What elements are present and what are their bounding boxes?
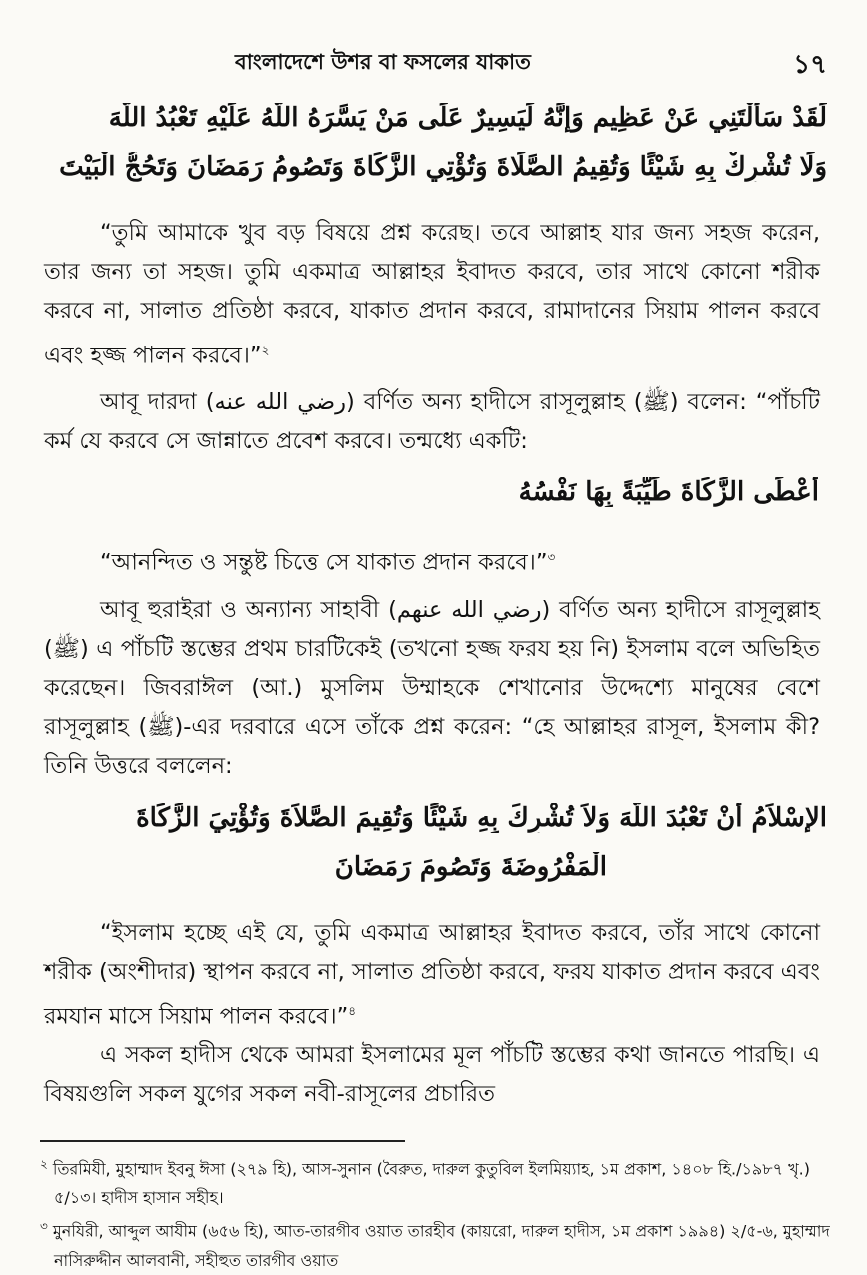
paragraph-conclusion: এ সকল হাদীস থেকে আমরা ইসলামের মূল পাঁচটি স্তম্ভের কথা জানতে পারছি। এ বিষয়গুলি সকল যুগের সকল নবী-রাসূলের প্রচারিত — [44, 1042, 820, 1107]
paragraph-translation-3 — [44, 914, 820, 1037]
arabic-hadith-islam-line-1: الإِسْلاَمُ أَنْ تَعْبُدَ اللَّهَ وَلاَ تُشْرِكَ بِهِ شَيْئًا وَتُقِيمَ الصَّلاَةَ وَتُؤْتِيَ الزَّكَاةَ — [136, 803, 827, 833]
paragraph-text: “আনন্দিত ও সন্তুষ্ট চিত্তে সে যাকাত প্রদান করবে।” — [100, 549, 548, 576]
arabic-hadith-islam-line-2: الْمَفْرُوضَةَ وَتَصُومَ رَمَضَانَ — [334, 852, 607, 882]
paragraph-abu-hurayra: আবূ হুরাইরা ও অন্যান্য সাহাবী (رضي الله عنهم) বর্ণিত অন্য হাদীসে রাসূলুল্লাহ (ﷺ) এ পাঁচটি স্তম্ভের প্রথম চারটিকেই (তখনো হজ্জ ফরয হয় নি) ইসলাম বলে অভিহিত করেছেন। জিবরাঈল (আ.) মুসলিম উম্মাহকে শেখানোর উদ্দেশ্যে মানুষের বেশে রাসূলুল্লাহ (ﷺ)-এর দরবারে এসে তাঁকে প্রশ্ন করেন: “হে আল্লাহর রাসূল, ইসলাম কী? তিনি উত্তরে বললেন: — [44, 597, 821, 779]
footnotes — [40, 1150, 830, 1275]
arabic-hadith-line-1: لَقَدْ سَأَلْتَنِي عَنْ عَظِيمٍ وَإِنَّهُ لَيَسِيرٌ عَلَى مَنْ يَسَّرَهُ اللَّهُ عَلَيْهِ تَعْبُدُ اللَّهَ — [108, 103, 827, 133]
running-title: বাংলাদেশে উশর বা ফসলের যাকাত — [235, 50, 531, 74]
paragraph-translation-2 — [44, 538, 820, 583]
footnote-mark: ৩ — [40, 1219, 48, 1234]
page-number: ১৭ — [793, 50, 827, 80]
footnote-divider — [40, 1140, 405, 1142]
footnote-text: মুনযিরী, আব্দুল আযীম (৬৫৬ হি), আত-তারগীব ওয়াত তারহীব (কায়রো, দারুল হাদীস, ১ম প্রকাশ ১৯৯৪) ২/৫-৬, মুহাম্মাদ নাসিরুদ্দীন আলবানী, সহীহুত তারগীব ওয়াত — [52, 1221, 830, 1270]
paragraph-translation-1 — [44, 214, 820, 376]
footnote-text: তিরমিযী, মুহাম্মাদ ইবনু ঈসা (২৭৯ হি), আস-সুনান (বৈরুত, দারুল কুতুবিল ইলমিয়্যাহ, ১ম প্রকাশ, ১৪০৮ হি./১৯৮৭ খৃ.) ৫/১৩। হাদীস হাসান সহীহ। — [52, 1159, 810, 1208]
arabic-hadith-line-2: وَلَا تُشْرِكْ بِهِ شَيْئًا وَتُقِيمُ الصَّلَاةَ وَتُؤْتِي الزَّكَاةَ وَتَصُومُ رَمَضَانَ وَتَحُجُّ الْبَيْتَ — [59, 152, 827, 182]
footnote-ref: ২ — [261, 343, 270, 357]
footnote-ref: ৩ — [547, 550, 556, 564]
footnote-ref: ৪ — [348, 1004, 357, 1018]
arabic-hadith-zakat: أَعْطَى الزَّكَاةَ طَيِّبَةً بِهَا نَفْسُهُ — [518, 477, 819, 507]
footnote-mark: ২ — [40, 1157, 48, 1171]
footnote-item — [40, 1150, 830, 1212]
paragraph-text: “তুমি আমাকে খুব বড় বিষয়ে প্রশ্ন করেছ। তবে আল্লাহ যার জন্য সহজ করেন, তার জন্য তা সহজ। তুমি একমাত্র আল্লাহর ইবাদত করবে, তার সাথে কোনো শরীক করবে না, সালাত প্রতিষ্ঠা করবে, যাকাত প্রদান করবে, রামাদানের সিয়াম পালন করবে এবং হজ্জ পালন করবে।” — [44, 220, 820, 369]
footnote-item — [40, 1212, 830, 1274]
paragraph-text: “ইসলাম হচ্ছে এই যে, তুমি একমাত্র আল্লাহর ইবাদত করবে, তাঁর সাথে কোনো শরীক (অংশীদার) স্থাপন করবে না, সালাত প্রতিষ্ঠা করবে, ফরয যাকাত প্রদান করবে এবং রমযান মাসে সিয়াম পালন করবে।” — [44, 920, 820, 1030]
paragraph-abu-darda: আবূ দারদা (رضي الله عنه) বর্ণিত অন্য হাদীসে রাসূলুল্লাহ (ﷺ) বলেন: “পাঁচটি কর্ম যে করবে সে জান্নাতে প্রবেশ করবে। তন্মধ্যে একটি: — [44, 389, 821, 454]
page-header — [40, 44, 827, 84]
